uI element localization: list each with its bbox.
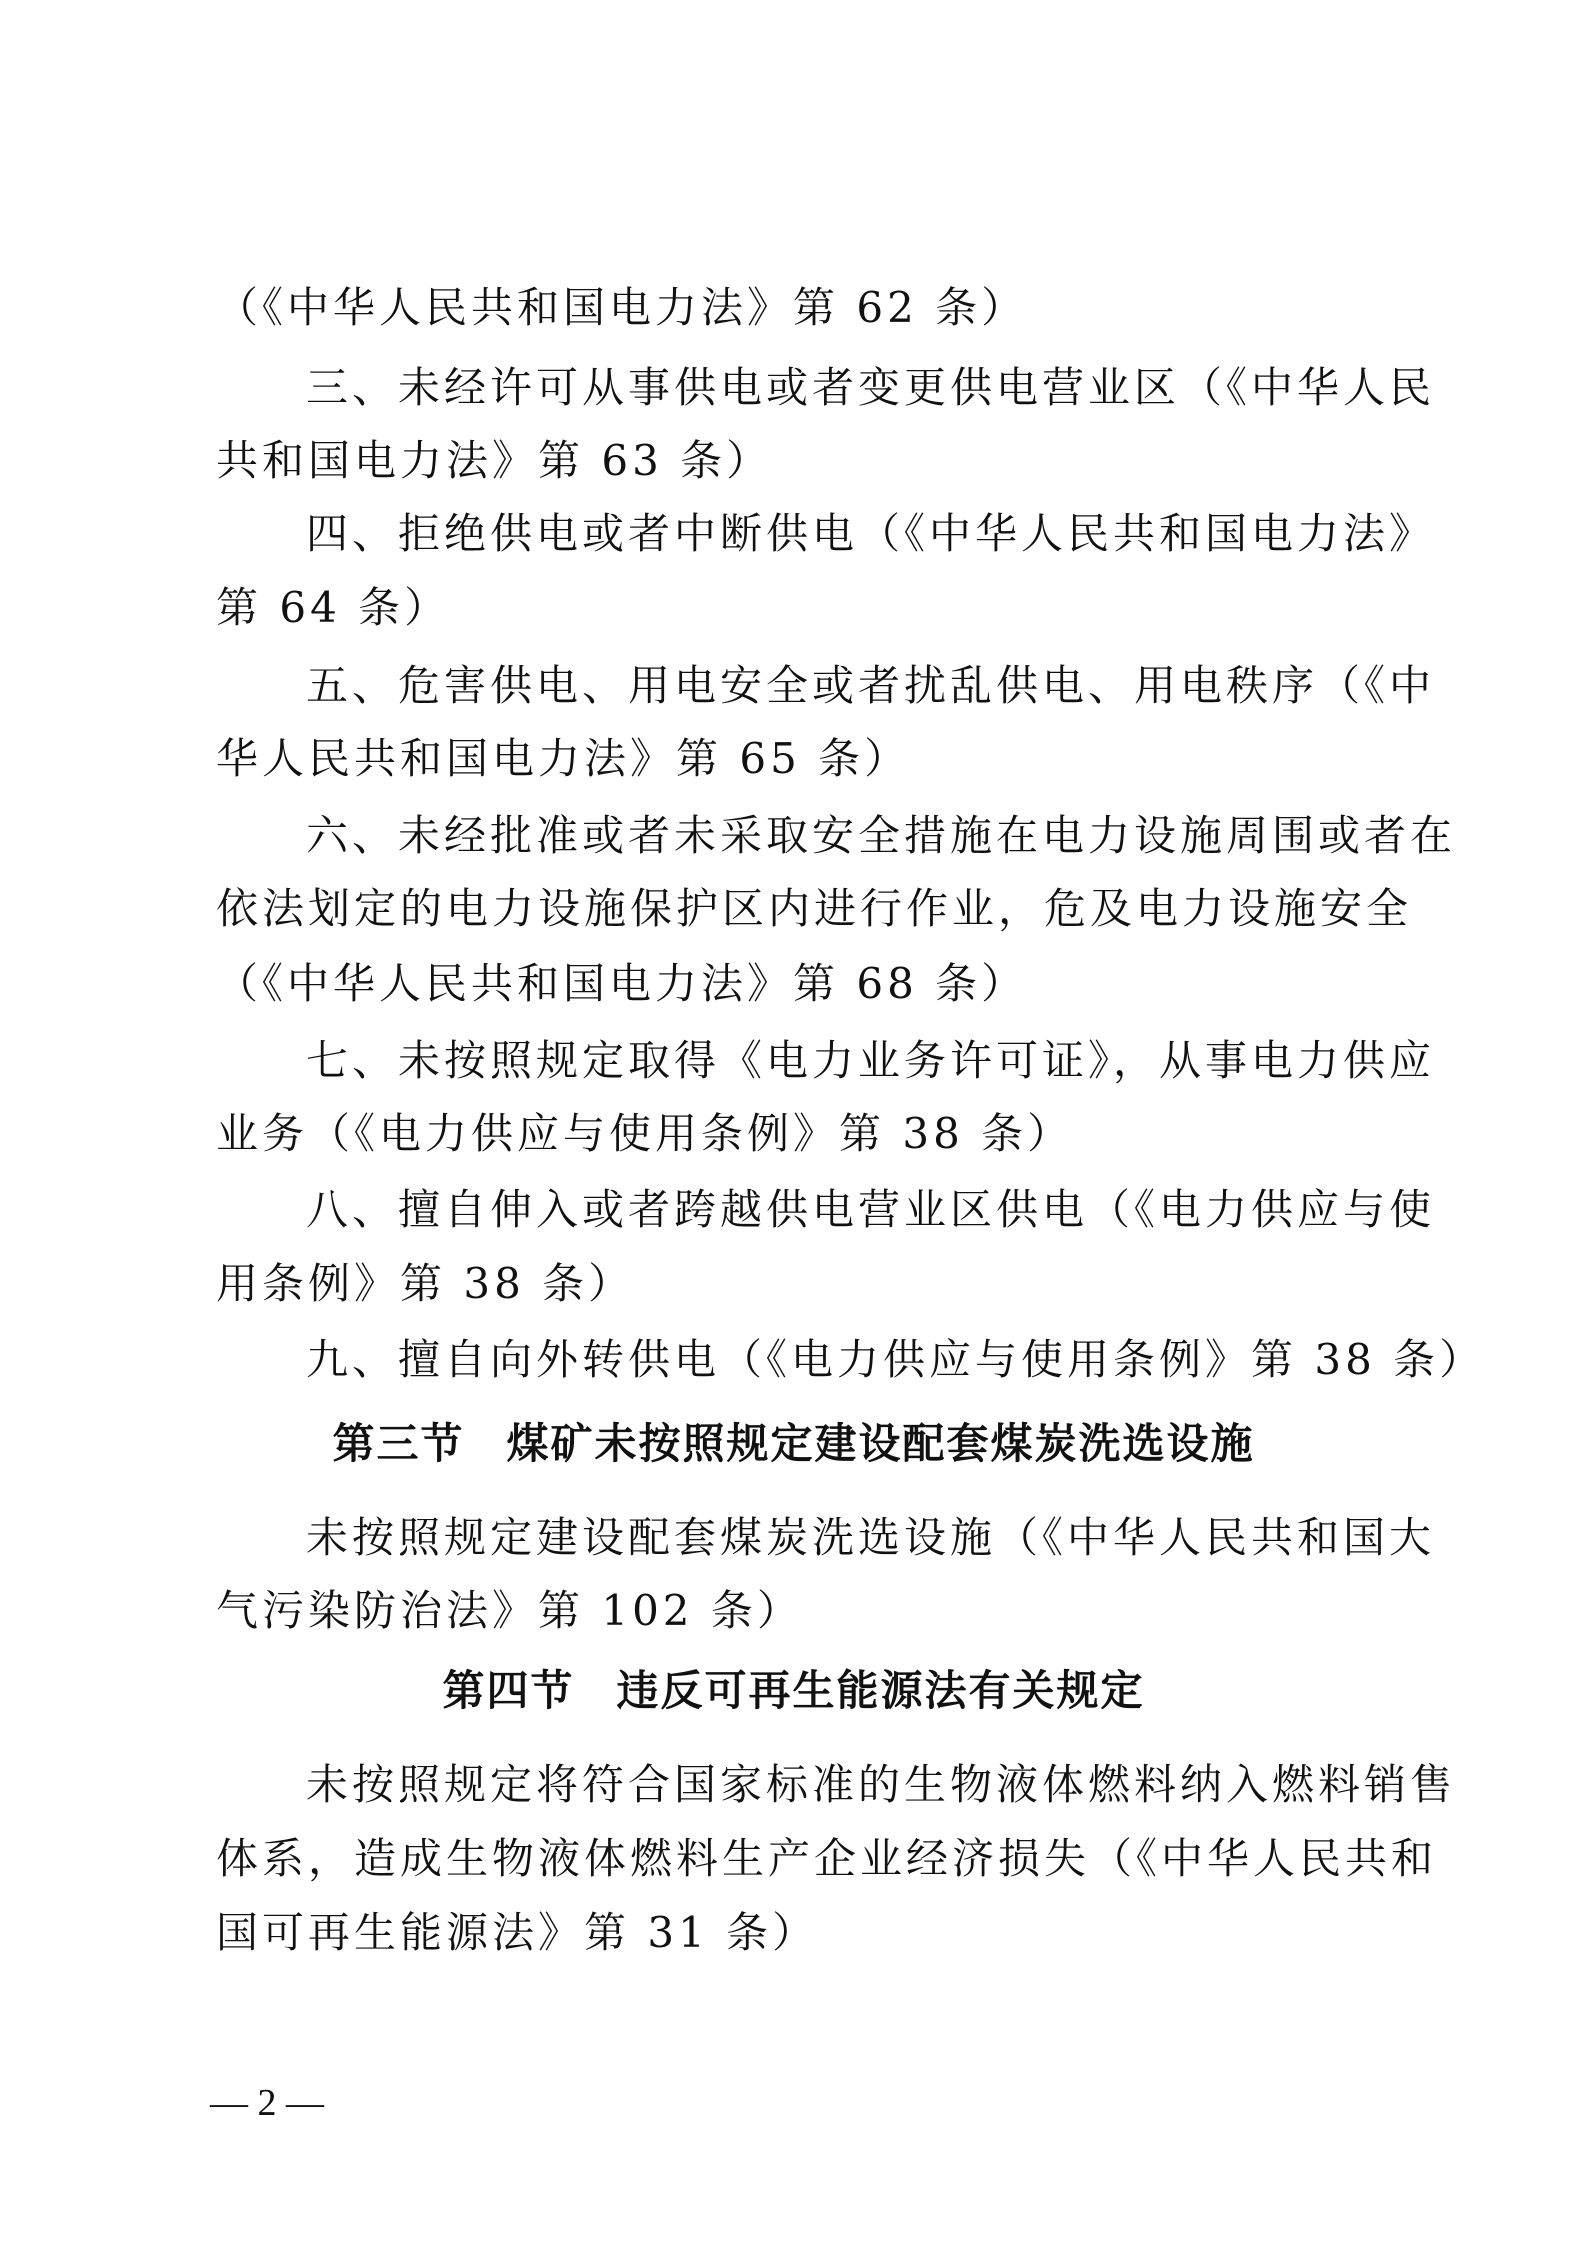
text-line: 气污染防治法》第 102 条） — [216, 1586, 803, 1635]
text-line: （《中华人民共和国电力法》第 68 条） — [216, 959, 1028, 1008]
section-heading — [0, 1412, 1587, 1476]
section-title: 违反可再生能源法有关规定 — [616, 1666, 1145, 1715]
text-line: 四、拒绝供电或者中断供电（《中华人民共和国电力法》 — [306, 509, 1436, 558]
section-heading — [0, 1659, 1587, 1723]
section-number: 第三节 — [332, 1419, 465, 1468]
text-line: （《中华人民共和国电力法》第 62 条） — [216, 283, 1028, 332]
text-line: 共和国电力法》第 63 条） — [216, 436, 773, 485]
text-line: 八、擅自伸入或者跨越供电营业区供电（《电力供应与使 — [306, 1185, 1436, 1234]
text-line: 依法划定的电力设施保护区内进行作业，危及电力设施安全 — [216, 884, 1413, 933]
text-line: 国可再生能源法》第 31 条） — [216, 1908, 819, 1957]
text-line: 第 64 条） — [216, 583, 451, 632]
text-line: 未按照规定将符合国家标准的生物液体燃料纳入燃料销售 — [306, 1760, 1457, 1809]
page-number: — 2 — — [210, 2082, 324, 2124]
text-line: 业务（《电力供应与使用条例》第 38 条） — [216, 1109, 1074, 1158]
text-line: 五、危害供电、用电安全或者扰乱供电、用电秩序（《中 — [306, 661, 1436, 710]
section-title: 煤矿未按照规定建设配套煤炭洗选设施 — [506, 1419, 1255, 1468]
text-line: 华人民共和国电力法》第 65 条） — [216, 734, 911, 783]
text-line: 未按照规定建设配套煤炭洗选设施（《中华人民共和国大 — [306, 1513, 1436, 1562]
section-number: 第四节 — [442, 1666, 575, 1715]
text-line: 体系，造成生物液体燃料生产企业经济损失（《中华人民共和 — [216, 1834, 1438, 1883]
text-line: 七、未按照规定取得《电力业务许可证》，从事电力供应 — [306, 1036, 1436, 1085]
text-line: 用条例》第 38 条） — [216, 1259, 635, 1308]
text-line: 三、未经许可从事供电或者变更供电营业区（《中华人民 — [306, 363, 1436, 412]
text-line: 九、擅自向外转供电（《电力供应与使用条例》第 38 条） — [306, 1335, 1486, 1384]
text-line: 六、未经批准或者未采取安全措施在电力设施周围或者在 — [306, 811, 1457, 860]
